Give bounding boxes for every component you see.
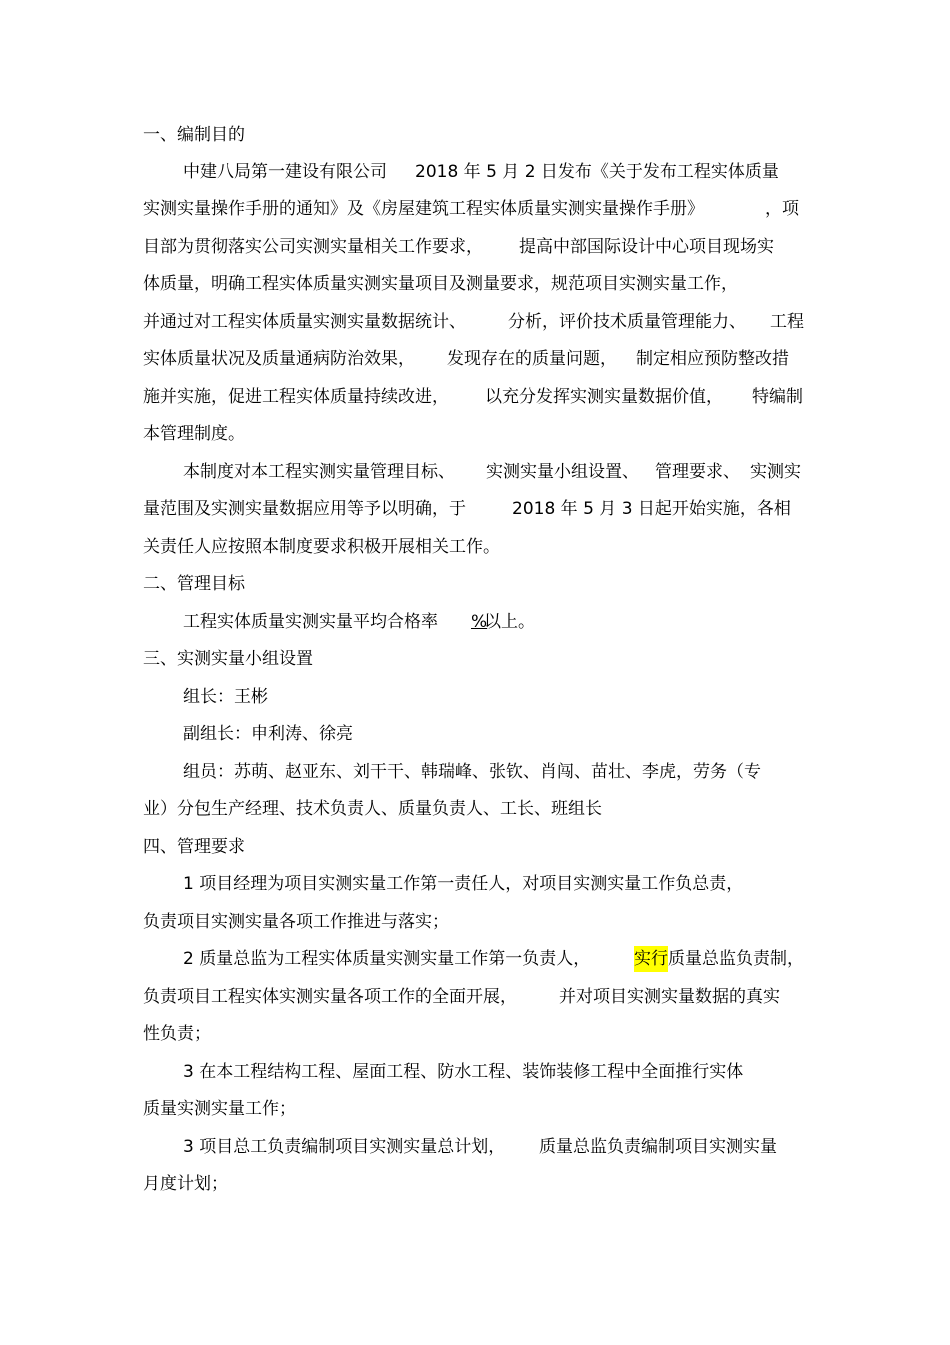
text-segment: 并对项目实测实量数据的真实	[559, 987, 780, 1007]
paragraph-line	[0, 1096, 950, 1122]
text-segment: 施并实施，促进工程实体质量持续改进，	[143, 387, 449, 407]
paragraph-line	[0, 309, 950, 335]
heading-text: 四、管理要求	[143, 837, 245, 857]
paragraph-line	[0, 384, 950, 410]
text-segment: 工程实体质量实测实量平均合格率	[183, 612, 438, 632]
text-segment: 实体质量状况及质量通病防治效果，	[143, 349, 415, 369]
text-segment: 负责项目实测实量各项工作推进与落实；	[143, 912, 449, 932]
paragraph-line	[0, 946, 950, 972]
heading-text: 二、管理目标	[143, 574, 245, 594]
text-segment: 工程	[770, 312, 804, 332]
paragraph-line	[0, 1021, 950, 1047]
team-members-line	[0, 796, 950, 822]
text-segment: 实测实量小组设置、	[486, 462, 639, 482]
paragraph-line	[0, 871, 950, 897]
text-segment: 中建八局第一建设有限公司	[183, 162, 387, 182]
paragraph-line	[0, 609, 950, 635]
text-segment: 以上。	[484, 612, 535, 632]
text-segment: 以充分发挥实测实量数据价值，	[485, 387, 723, 407]
paragraph-line	[0, 159, 950, 185]
text-segment: 月度计划；	[143, 1174, 228, 1194]
text-segment: 体质量，明确工程实体质量实测实量项目及测量要求，规范项目实测实量工作，	[143, 274, 738, 294]
text-segment: 质量总监负责制，	[668, 949, 804, 969]
heading-text: 三、实测实量小组设置	[143, 649, 313, 669]
text-segment: 负责项目工程实体实测实量各项工作的全面开展，	[143, 987, 517, 1007]
text-segment: 业）分包生产经理、技术负责人、质量负责人、工长、班组长	[143, 799, 602, 819]
section-heading-team	[0, 646, 950, 672]
text-segment: 组长：王彬	[183, 687, 268, 707]
paragraph-line	[0, 496, 950, 522]
paragraph-line	[0, 909, 950, 935]
paragraph-line	[0, 346, 950, 372]
heading-text: 一、编制目的	[143, 125, 245, 145]
text-segment: 实测实量操作手册的通知》及《房屋建筑工程实体质量实测实量操作手册》	[143, 199, 704, 219]
section-heading-goal	[0, 571, 950, 597]
text-segment: 量范围及实测实量数据应用等予以明确，于	[143, 499, 466, 519]
paragraph-line	[0, 196, 950, 222]
text-segment: 本制度对本工程实测实量管理目标、	[183, 462, 455, 482]
text-segment: 实测实	[750, 462, 801, 482]
percent-blank: %	[471, 612, 488, 632]
text-segment: 3 项目总工负责编制项目实测实量总计划，	[183, 1137, 506, 1157]
paragraph-line	[0, 271, 950, 297]
text-segment: 发现存在的质量问题，	[447, 349, 617, 369]
text-segment: 质量总监负责编制项目实测实量	[539, 1137, 777, 1157]
paragraph-line	[0, 421, 950, 447]
text-segment: 3 在本工程结构工程、屋面工程、防水工程、装饰装修工程中全面推行实体	[183, 1062, 744, 1082]
paragraph-line	[0, 534, 950, 560]
text-segment: 本管理制度。	[143, 424, 245, 444]
text-segment: 1 项目经理为项目实测实量工作第一责任人，对项目实测实量工作负总责，	[183, 874, 744, 894]
text-segment: 2018 年 5 月 2 日发布《关于发布工程实体质量	[415, 162, 779, 182]
section-heading-requirements	[0, 834, 950, 860]
text-segment: 管理要求、	[655, 462, 740, 482]
text-segment: 制定相应预防整改措	[636, 349, 789, 369]
highlighted-text: 实行	[634, 946, 668, 972]
text-segment: 关责任人应按照本制度要求积极开展相关工作。	[143, 537, 500, 557]
text-segment: 2018 年 5 月 3 日起开始实施，各相	[512, 499, 791, 519]
text-segment: 提高中部国际设计中心项目现场实	[519, 237, 774, 257]
text-segment: 目部为贯彻落实公司实测实量相关工作要求，	[143, 237, 483, 257]
paragraph-line	[0, 459, 950, 485]
text-segment: 质量实测实量工作；	[143, 1099, 296, 1119]
paragraph-line	[0, 984, 950, 1010]
text-segment: ，项	[765, 199, 799, 219]
team-deputy-line	[0, 721, 950, 747]
text-segment: 性负责；	[143, 1024, 211, 1044]
text-segment: 并通过对工程实体质量实测实量数据统计、	[143, 312, 466, 332]
text-segment: 副组长：申利涛、徐亮	[183, 724, 353, 744]
text-segment: 组员：苏萌、赵亚东、刘干干、韩瑞峰、张钦、肖闯、苗壮、李虎，劳务（专	[183, 762, 761, 782]
text-segment: 特编制	[752, 387, 803, 407]
text-segment: 分析，评价技术质量管理能力、	[508, 312, 746, 332]
paragraph-line	[0, 1059, 950, 1085]
paragraph-line	[0, 234, 950, 260]
paragraph-line	[0, 1134, 950, 1160]
section-heading-purpose	[0, 122, 950, 148]
team-members-line	[0, 759, 950, 785]
team-leader-line	[0, 684, 950, 710]
text-segment: 2 质量总监为工程实体质量实测实量工作第一负责人，	[183, 949, 591, 969]
paragraph-line	[0, 1171, 950, 1197]
